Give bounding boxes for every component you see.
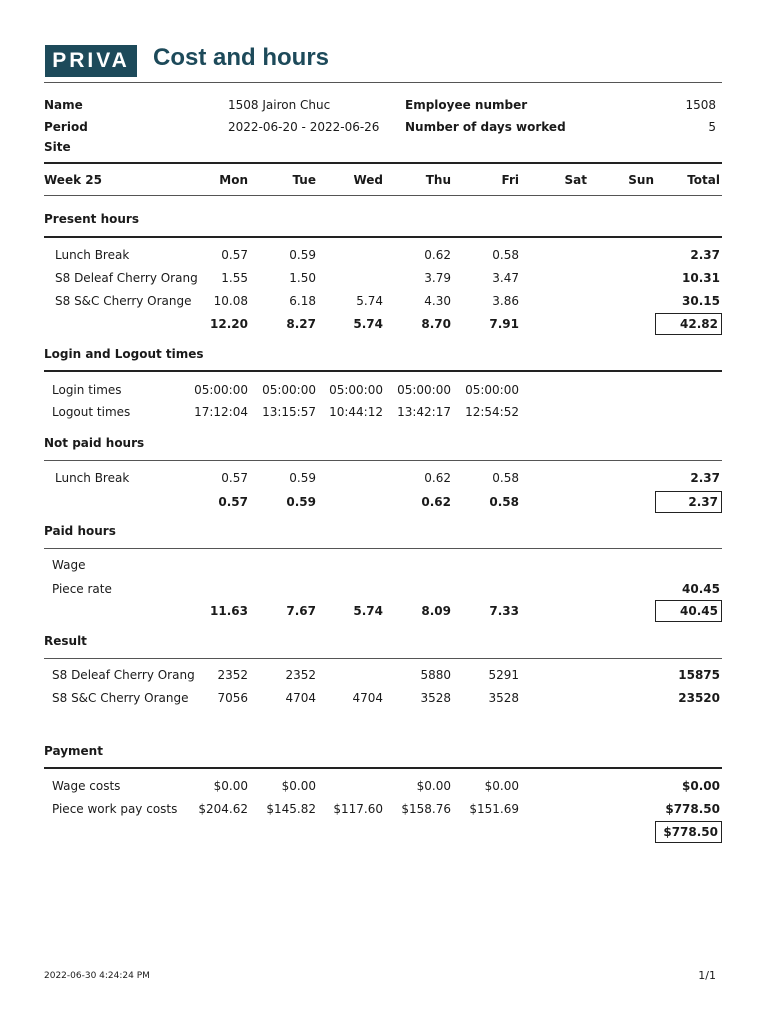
present-cell: 6.18 (289, 294, 316, 308)
payment-cell: $151.69 (469, 802, 519, 816)
week-label: Week 25 (44, 173, 102, 187)
notpaid-cell: 0.57 (221, 471, 248, 485)
present-cell: 0.62 (424, 248, 451, 262)
payment-cell: $0.00 (213, 779, 248, 793)
payment-cell: $145.82 (266, 802, 316, 816)
result-cell: 7056 (217, 691, 248, 705)
payment-cell: $204.62 (198, 802, 248, 816)
week-header-divider (44, 195, 722, 196)
notpaid-row-total: 2.37 (690, 471, 720, 485)
present-grand-total: 42.82 (655, 313, 722, 335)
present-divider (44, 236, 722, 238)
login-cell: 17:12:04 (194, 405, 248, 419)
period-label: Period (44, 120, 88, 134)
notpaid-cell: 0.59 (289, 471, 316, 485)
login-cell: 05:00:00 (329, 383, 383, 397)
present-row-label: S8 S&C Cherry Orange (55, 294, 192, 308)
present-cell: 4.30 (424, 294, 451, 308)
present-cell: 1.50 (289, 271, 316, 285)
paid-row-label: Piece rate (52, 582, 112, 596)
notpaid-sum-cell: 0.62 (421, 495, 451, 509)
login-divider (44, 370, 722, 372)
logo-text: PRIVA (52, 49, 130, 72)
present-row-label: S8 Deleaf Cherry Orang (55, 271, 198, 285)
present-row-label: Lunch Break (55, 248, 130, 262)
period-value: 2022-06-20 - 2022-06-26 (228, 120, 380, 134)
day-header-tue: Tue (292, 173, 316, 187)
notpaid-row-label: Lunch Break (55, 471, 130, 485)
notpaid-sum-cell: 0.59 (286, 495, 316, 509)
present-sum-cell: 8.27 (286, 317, 316, 331)
present-cell: 3.47 (492, 271, 519, 285)
present-cell: 1.55 (221, 271, 248, 285)
login-cell: 10:44:12 (329, 405, 383, 419)
paid-sum-cell: 8.09 (421, 604, 451, 618)
login-cell: 05:00:00 (465, 383, 519, 397)
paid-sum-cell: 7.33 (489, 604, 519, 618)
present-cell: 3.79 (424, 271, 451, 285)
section-result: Result (44, 634, 87, 648)
day-header-sun: Sun (628, 173, 654, 187)
result-cell: 3528 (420, 691, 451, 705)
payment-row-total: $0.00 (682, 779, 720, 793)
paid-sum-cell: 7.67 (286, 604, 316, 618)
paid-row-total: 40.45 (682, 582, 720, 596)
present-row-total: 10.31 (682, 271, 720, 285)
footer-timestamp: 2022-06-30 4:24:24 PM (44, 971, 150, 981)
payment-row-label: Piece work pay costs (52, 802, 178, 816)
present-cell: 0.59 (289, 248, 316, 262)
login-row-label: Login times (52, 383, 122, 397)
section-present-hours: Present hours (44, 212, 139, 226)
total-header: Total (687, 173, 720, 187)
days-worked-value: 5 (708, 120, 716, 134)
result-cell: 4704 (285, 691, 316, 705)
login-cell: 13:15:57 (262, 405, 316, 419)
result-cell: 3528 (488, 691, 519, 705)
present-cell: 0.57 (221, 248, 248, 262)
result-cell: 2352 (285, 668, 316, 682)
present-row-total: 30.15 (682, 294, 720, 308)
payment-divider (44, 767, 722, 769)
payment-cell: $0.00 (416, 779, 451, 793)
present-cell: 3.86 (492, 294, 519, 308)
employee-number-value: 1508 (685, 98, 716, 112)
present-cell: 5.74 (356, 294, 383, 308)
present-sum-cell: 7.91 (489, 317, 519, 331)
day-header-mon: Mon (219, 173, 248, 187)
paid-divider (44, 548, 722, 549)
notpaid-grand-total: 2.37 (655, 491, 722, 513)
result-row-label: S8 S&C Cherry Orange (52, 691, 189, 705)
paid-sum-cell: 5.74 (353, 604, 383, 618)
employee-number-label: Employee number (405, 98, 528, 112)
present-sum-cell: 5.74 (353, 317, 383, 331)
paid-grand-total: 40.45 (655, 600, 722, 622)
notpaid-cell: 0.62 (424, 471, 451, 485)
payment-cell: $158.76 (401, 802, 451, 816)
result-cell: 5291 (488, 668, 519, 682)
notpaid-cell: 0.58 (492, 471, 519, 485)
present-cell: 10.08 (213, 294, 248, 308)
name-label: Name (44, 98, 83, 112)
footer-page-number: 1/1 (698, 969, 716, 982)
result-row-label: S8 Deleaf Cherry Orang (52, 668, 195, 682)
day-header-fri: Fri (501, 173, 519, 187)
login-cell: 05:00:00 (262, 383, 316, 397)
login-cell: 13:42:17 (397, 405, 451, 419)
present-cell: 0.58 (492, 248, 519, 262)
result-cell: 5880 (420, 668, 451, 682)
payment-cell: $117.60 (333, 802, 383, 816)
notpaid-divider (44, 460, 722, 461)
present-row-total: 2.37 (690, 248, 720, 262)
result-row-total: 15875 (678, 668, 720, 682)
section-not-paid-hours: Not paid hours (44, 436, 145, 450)
result-cell: 2352 (217, 668, 248, 682)
notpaid-sum-cell: 0.58 (489, 495, 519, 509)
result-row-total: 23520 (678, 691, 720, 705)
paid-sum-cell: 11.63 (210, 604, 248, 618)
payment-row-label: Wage costs (52, 779, 121, 793)
day-header-wed: Wed (353, 173, 383, 187)
present-sum-cell: 12.20 (210, 317, 248, 331)
login-cell: 05:00:00 (194, 383, 248, 397)
result-divider (44, 658, 722, 659)
info-divider (44, 162, 722, 164)
header-divider (44, 82, 722, 83)
paid-row-label: Wage (52, 558, 86, 572)
day-header-sat: Sat (564, 173, 587, 187)
result-cell: 4704 (352, 691, 383, 705)
section-payment: Payment (44, 744, 103, 758)
site-label: Site (44, 140, 71, 154)
section-paid-hours: Paid hours (44, 524, 116, 538)
days-worked-label: Number of days worked (405, 120, 566, 134)
payment-cell: $0.00 (281, 779, 316, 793)
login-row-label: Logout times (52, 405, 131, 419)
payment-grand-total: $778.50 (655, 821, 722, 843)
name-value: 1508 Jairon Chuc (228, 98, 331, 112)
notpaid-sum-cell: 0.57 (218, 495, 248, 509)
present-sum-cell: 8.70 (421, 317, 451, 331)
login-cell: 12:54:52 (465, 405, 519, 419)
section-login-logout: Login and Logout times (44, 347, 204, 361)
payment-cell: $0.00 (484, 779, 519, 793)
day-header-thu: Thu (425, 173, 451, 187)
priva-logo (45, 45, 137, 77)
login-cell: 05:00:00 (397, 383, 451, 397)
payment-row-total: $778.50 (665, 802, 720, 816)
page-title: Cost and hours (153, 44, 330, 71)
